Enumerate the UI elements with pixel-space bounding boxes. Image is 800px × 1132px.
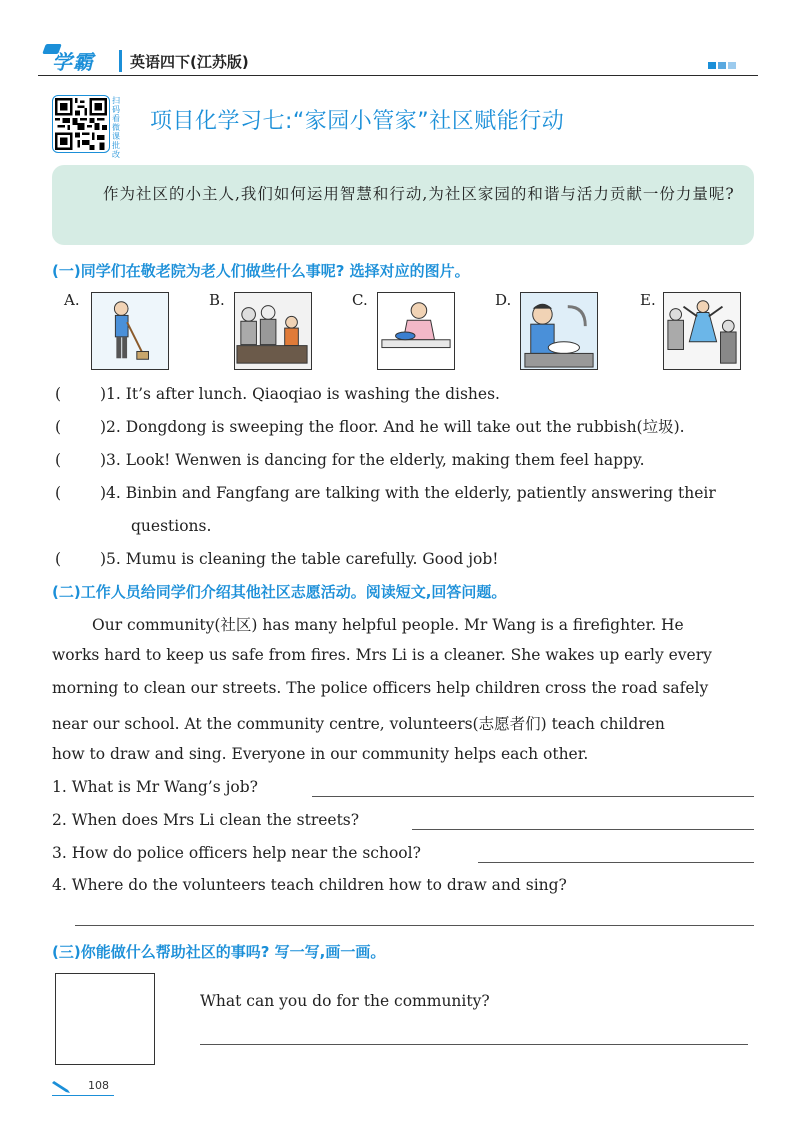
page-title: 项目化学习七:“家园小管家”社区赋能行动 [150,109,565,134]
drawing-box[interactable] [55,973,155,1065]
match-question-5: )5. Mumu is cleaning the table carefully. Good job! [100,550,499,568]
section1-heading: (一)同学们在敬老院为老人们做些什么事呢? 选择对应的图片。 [52,262,470,280]
blank-paren[interactable]: ( [55,385,62,403]
section2-heading: (二)工作人员给同学们介绍其他社区志愿活动。阅读短文,回答问题。 [52,583,507,601]
blank-paren[interactable]: ( [55,484,62,502]
passage-line: near our school. At the community centre, volunteers(志愿者们) teach children [52,715,665,733]
intro-box [52,165,754,245]
answer-line[interactable] [412,829,754,830]
qr-code-icon[interactable] [52,95,110,153]
footer-rule [52,1095,114,1096]
reading-question-2: 2. When does Mrs Li clean the streets? [52,811,360,829]
pencil-icon [52,1078,74,1094]
blank-paren[interactable]: ( [55,451,62,469]
option-label-b: B. [209,291,225,309]
dancing-girl-picture [663,292,741,370]
reading-question-3: 3. How do police officers help near the school? [52,844,421,862]
passage-line: morning to clean our streets. The police officers help children cross the road safely [52,679,709,697]
header-square-icon [708,62,716,69]
answer-line[interactable] [200,1044,748,1045]
answer-line[interactable] [312,796,754,797]
washing-dishes-picture [520,292,598,370]
blank-paren[interactable]: ( [55,418,62,436]
sweeping-boy-picture [91,292,169,370]
qr-caption: 扫码看微课批改 [112,96,120,159]
book-title: 英语四下(江苏版) [130,53,249,71]
section3-heading: (三)你能做什么帮助社区的事吗? 写一写,画一画。 [52,943,386,961]
option-label-a: A. [64,291,80,309]
reading-question-4: 4. Where do the volunteers teach children how to draw and sing? [52,876,567,894]
header-divider [119,50,122,72]
intro-text: 作为社区的小主人,我们如何运用智慧和行动,为社区家园的和谐与活力贡献一份力量呢? [103,185,735,203]
match-question-4-continued: questions. [131,517,212,535]
write-prompt: What can you do for the community? [200,992,490,1010]
reading-question-1: 1. What is Mr Wang’s job? [52,778,258,796]
page-header [38,44,758,76]
match-question-4: )4. Binbin and Fangfang are talking with the elderly, patiently answering their [100,484,716,502]
passage-line: works hard to keep us safe from fires. Mrs Li is a cleaner. She wakes up early every [52,646,712,664]
brand-logo: 学霸 [52,50,94,74]
option-label-d: D. [495,291,512,309]
passage-line: how to draw and sing. Everyone in our community helps each other. [52,745,589,763]
match-question-3: )3. Look! Wenwen is dancing for the elderly, making them feel happy. [100,451,645,469]
blank-paren[interactable]: ( [55,550,62,568]
match-question-1: )1. It’s after lunch. Qiaoqiao is washing the dishes. [100,385,500,403]
answer-line[interactable] [75,925,754,926]
option-label-e: E. [640,291,656,309]
header-square-icon [728,62,736,69]
header-rule [38,75,758,76]
cleaning-table-picture [377,292,455,370]
match-question-2: )2. Dongdong is sweeping the floor. And he will take out the rubbish(垃圾). [100,418,685,436]
talking-with-elderly-picture [234,292,312,370]
header-square-icon [718,62,726,69]
page-number: 108 [88,1079,109,1092]
answer-line[interactable] [478,862,754,863]
passage-line: Our community(社区) has many helpful people. Mr Wang is a firefighter. He [92,616,684,634]
option-label-c: C. [352,291,368,309]
